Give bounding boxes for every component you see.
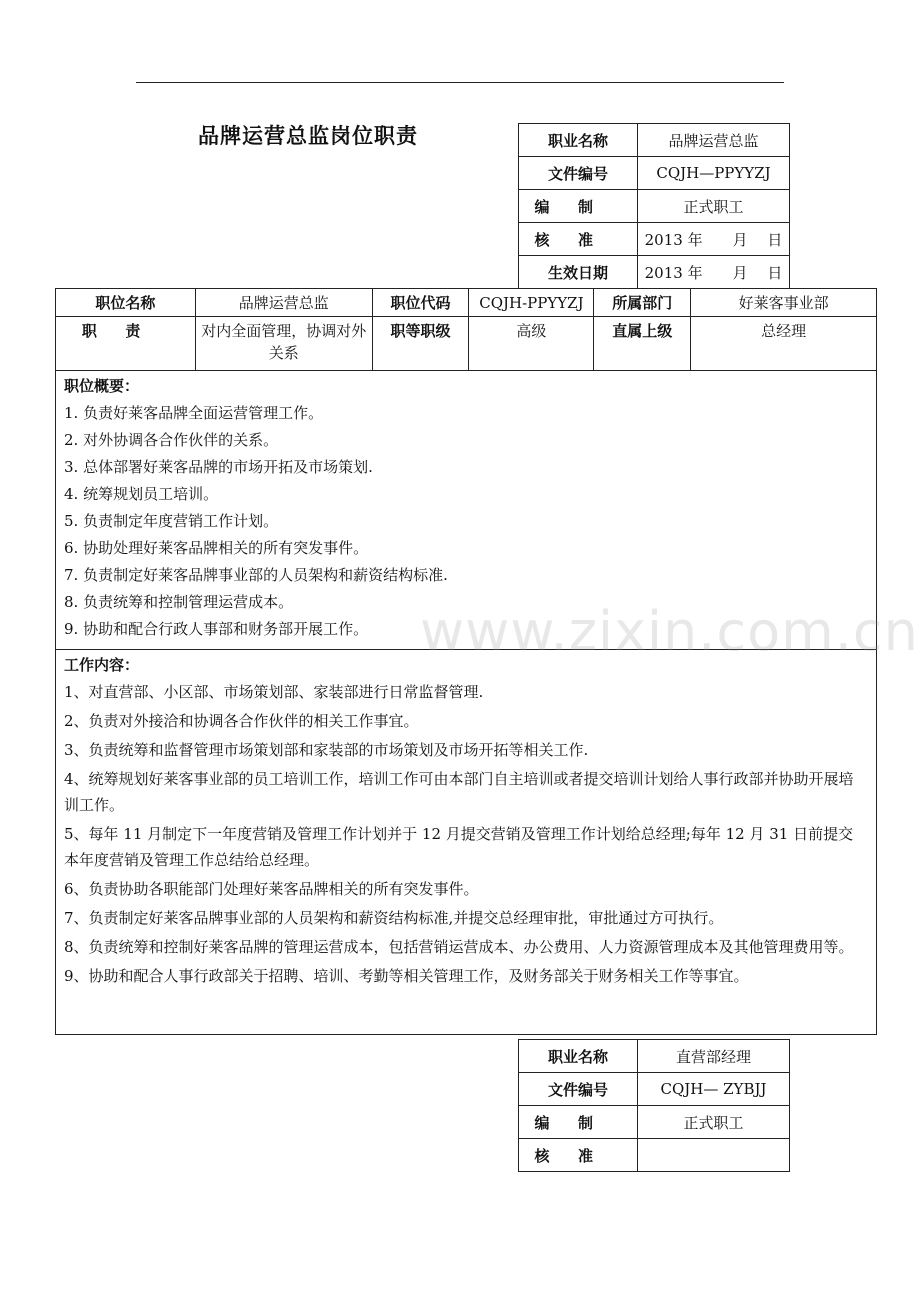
info-row (519, 256, 790, 289)
overview-item: 7. 负责制定好莱客品牌事业部的人员架构和薪资结构标准. (64, 566, 448, 584)
work-item: 8、负责统筹和控制好莱客品牌的管理运营成本，包括营销运营成本、办公费用、人力资源管理成本及其他管理费用等。 (64, 938, 854, 956)
info-row (519, 1139, 790, 1172)
overview-item: 9. 协助和配合行政人事部和财务部开展工作。 (64, 620, 369, 638)
info-label: 职业名称 (519, 124, 638, 157)
department-value: 好莱客事业部 (691, 289, 877, 317)
work-row (56, 650, 877, 1035)
work-item: 3、负责统筹和监督管理市场策划部和家装部的市场策划及市场开拓等相关工作. (64, 741, 589, 759)
document-title: 品牌运营总监岗位职责 (198, 124, 418, 148)
job-table (55, 288, 877, 1035)
info-label: 职业名称 (519, 1040, 638, 1073)
duty-label: 职责 (56, 317, 196, 371)
info-value: 正式职工 (638, 1106, 790, 1139)
work-item: 1、对直营部、小区部、市场策划部、家装部进行日常监督管理. (64, 683, 484, 701)
info-row (519, 124, 790, 157)
overview-section (56, 371, 877, 650)
info-label: 核准 (519, 1139, 638, 1172)
position-code-value: CQJH-PPYYZJ (469, 289, 594, 317)
superior-value: 总经理 (691, 317, 877, 371)
superior-label: 直属上级 (594, 317, 691, 371)
position-code-label: 职位代码 (372, 289, 469, 317)
info-row (519, 190, 790, 223)
header-rule (136, 82, 784, 83)
info-label: 编制 (519, 190, 638, 223)
info-table-top (518, 123, 790, 289)
duty-value: 对内全面管理，协调对外关系 (195, 317, 372, 371)
info-label: 文件编号 (519, 157, 638, 190)
work-heading: 工作内容： (64, 656, 140, 674)
overview-item: 2. 对外协调各合作伙伴的关系。 (64, 431, 279, 449)
job-row-2 (56, 317, 877, 371)
work-item: 2、负责对外接洽和协调各合作伙伴的相关工作事宜。 (64, 712, 419, 730)
overview-item: 4. 统筹规划员工培训。 (64, 485, 219, 503)
overview-heading: 职位概要： (64, 377, 140, 395)
work-item: 4、统筹规划好莱客事业部的员工培训工作，培训工作可由本部门自主培训或者提交培训计划给人事行政部并协助开展培训工作。 (64, 770, 854, 814)
grade-label: 职等职级 (372, 317, 469, 371)
work-item: 6、负责协助各职能部门处理好莱客品牌相关的所有突发事件。 (64, 880, 479, 898)
work-section (56, 650, 877, 1035)
info-value (638, 1139, 790, 1172)
info-value: 2013 年 月 日 (638, 256, 790, 289)
info-value: 2013 年 月 日 (638, 223, 790, 256)
overview-item: 3. 总体部署好莱客品牌的市场开拓及市场策划. (64, 458, 373, 476)
info-row (519, 223, 790, 256)
info-value: 品牌运营总监 (638, 124, 790, 157)
info-row (519, 1073, 790, 1106)
work-item: 9、协助和配合人事行政部关于招聘、培训、考勤等相关管理工作，及财务部关于财务相关工作等事宜。 (64, 967, 749, 985)
grade-value: 高级 (469, 317, 594, 371)
work-item: 5、每年 11 月制定下一年度营销及管理工作计划并于 12 月提交营销及管理工作计划给总经理;每年 12 月 31 日前提交本年度营销及管理工作总结给总经理。 (64, 825, 854, 869)
info-value: 直营部经理 (638, 1040, 790, 1073)
overview-item: 1. 负责好莱客品牌全面运营管理工作。 (64, 404, 324, 422)
overview-item: 5. 负责制定年度营销工作计划。 (64, 512, 279, 530)
info-table-bottom (518, 1039, 790, 1172)
info-value: CQJH— ZYBJJ (638, 1073, 790, 1106)
info-row (519, 1106, 790, 1139)
info-row (519, 157, 790, 190)
info-label: 文件编号 (519, 1073, 638, 1106)
job-row-1 (56, 289, 877, 317)
info-label: 编制 (519, 1106, 638, 1139)
info-value: CQJH—PPYYZJ (638, 157, 790, 190)
info-label: 生效日期 (519, 256, 638, 289)
department-label: 所属部门 (594, 289, 691, 317)
info-label: 核准 (519, 223, 638, 256)
info-row (519, 1040, 790, 1073)
position-name-value: 品牌运营总监 (195, 289, 372, 317)
info-value: 正式职工 (638, 190, 790, 223)
overview-row (56, 371, 877, 650)
overview-item: 6. 协助处理好莱客品牌相关的所有突发事件。 (64, 539, 369, 557)
work-item: 7、负责制定好莱客品牌事业部的人员架构和薪资结构标准,并提交总经理审批，审批通过方可执行。 (64, 909, 724, 927)
position-name-label: 职位名称 (56, 289, 196, 317)
overview-item: 8. 负责统筹和控制管理运营成本。 (64, 593, 294, 611)
watermark: www.zixin.com.cn (420, 600, 919, 663)
